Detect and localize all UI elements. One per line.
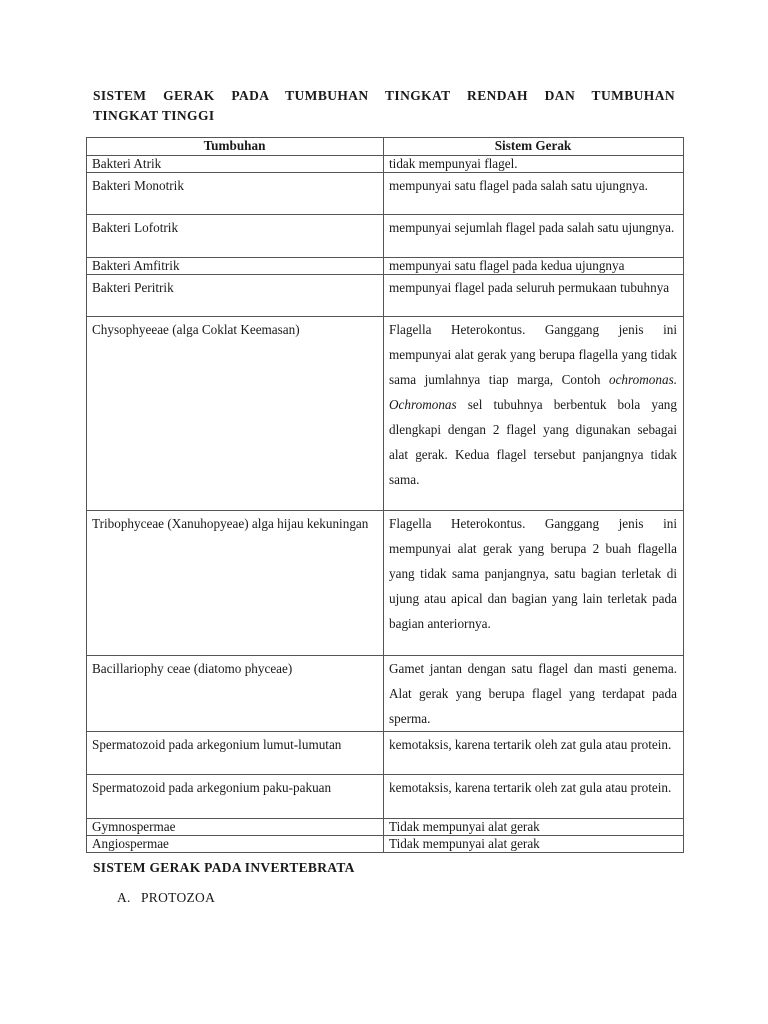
cell-tumbuhan: Gymnospermae xyxy=(87,819,384,836)
table-row xyxy=(87,173,684,215)
table-row xyxy=(87,317,684,511)
cell-sistem-gerak: Tidak mempunyai alat gerak xyxy=(384,836,684,853)
subsection-heading xyxy=(117,890,215,906)
table-row xyxy=(87,775,684,819)
cell-sistem-gerak: Tidak mempunyai alat gerak xyxy=(384,819,684,836)
cell-tumbuhan: Spermatozoid pada arkegonium lumut-lumutan xyxy=(87,732,384,775)
cell-sistem-gerak xyxy=(384,317,684,511)
table-row xyxy=(87,732,684,775)
cell-tumbuhan: Bacillariophy ceae (diatomo phyceae) xyxy=(87,656,384,732)
cell-tumbuhan: Chysophyeeae (alga Coklat Keemasan) xyxy=(87,317,384,511)
cell-tumbuhan: Bakteri Atrik xyxy=(87,156,384,173)
table-row xyxy=(87,258,684,275)
cell-sistem-gerak: mempunyai satu flagel pada kedua ujungnya xyxy=(384,258,684,275)
column-header-tumbuhan: Tumbuhan xyxy=(87,138,384,156)
cell-tumbuhan: Bakteri Peritrik xyxy=(87,275,384,317)
page-title-line-1: SISTEM GERAK PADA TUMBUHAN TINGKAT RENDAH DAN TUMBUHAN xyxy=(93,88,675,103)
species-name-italic: ochromonas. Ochromonas xyxy=(389,372,677,412)
list-marker: A. xyxy=(117,890,131,905)
page-title-line-2: TINGKAT TINGGI xyxy=(93,108,215,123)
cell-sistem-gerak-text xyxy=(389,317,677,492)
table-row xyxy=(87,215,684,258)
cell-text-part: sel tubuhnya berbentuk bola yang dlengkapi dengan 2 flagel yang digunakan sebagai alat gerak. Kedua flagel tersebut panjangnya tidak sama. xyxy=(389,397,677,487)
cell-tumbuhan: Tribophyceae (Xanuhopyeae) alga hijau kekuningan xyxy=(87,511,384,656)
cell-sistem-gerak: Gamet jantan dengan satu flagel dan masti genema. Alat gerak yang berupa flagel yang terdapat pada sperma. xyxy=(384,656,684,732)
movement-system-table xyxy=(86,137,684,853)
cell-tumbuhan: Bakteri Lofotrik xyxy=(87,215,384,258)
table-row xyxy=(87,511,684,656)
table-row xyxy=(87,156,684,173)
cell-sistem-gerak: kemotaksis, karena tertarik oleh zat gula atau protein. xyxy=(384,732,684,775)
table-row xyxy=(87,836,684,853)
cell-sistem-gerak: kemotaksis, karena tertarik oleh zat gula atau protein. xyxy=(384,775,684,819)
table-header-row xyxy=(87,138,684,156)
cell-tumbuhan: Bakteri Monotrik xyxy=(87,173,384,215)
cell-sistem-gerak: mempunyai flagel pada seluruh permukaan tubuhnya xyxy=(384,275,684,317)
cell-sistem-gerak: tidak mempunyai flagel. xyxy=(384,156,684,173)
cell-text-part: Flagella Heterokontus. Ganggang jenis ini mempunyai alat gerak yang berupa flagella yang tidak sama jumlahnya tiap marga, Contoh xyxy=(389,322,677,387)
table-row xyxy=(87,819,684,836)
cell-sistem-gerak: Flagella Heterokontus. Ganggang jenis ini mempunyai alat gerak yang berupa 2 buah flagella yang tidak sama panjangnya, satu bagian terletak di ujung atau apical dan bagian yang lain terletak pada bagian anteriornya. xyxy=(384,511,684,656)
table-row xyxy=(87,656,684,732)
cell-sistem-gerak: mempunyai satu flagel pada salah satu ujungnya. xyxy=(384,173,684,215)
cell-sistem-gerak: mempunyai sejumlah flagel pada salah satu ujungnya. xyxy=(384,215,684,258)
cell-tumbuhan: Angiospermae xyxy=(87,836,384,853)
subsection-label: PROTOZOA xyxy=(141,890,216,905)
cell-tumbuhan: Spermatozoid pada arkegonium paku-pakuan xyxy=(87,775,384,819)
page-title xyxy=(93,86,675,126)
table-row xyxy=(87,275,684,317)
section-heading: SISTEM GERAK PADA INVERTEBRATA xyxy=(93,860,355,875)
column-header-sistem-gerak: Sistem Gerak xyxy=(384,138,684,156)
cell-tumbuhan: Bakteri Amfitrik xyxy=(87,258,384,275)
